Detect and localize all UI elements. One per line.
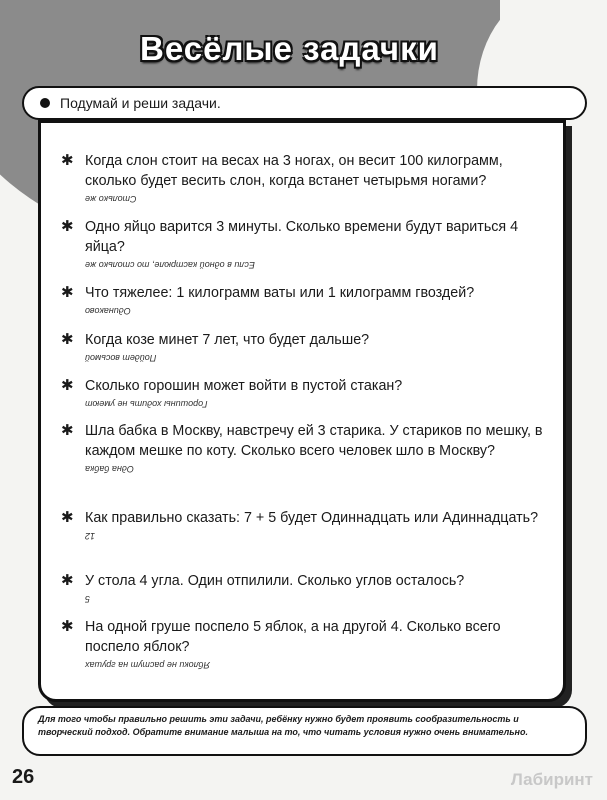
instruction-banner [22,86,587,120]
riddle-answer: Одна бабка [85,464,134,474]
riddle-item [61,421,551,475]
riddle-question: На одной груше поспело 5 яблок, а на другой 4. Сколько всего поспело яблок? [85,619,501,655]
riddle-item [61,571,551,605]
riddle-answer: Пойдет восьмой [85,353,157,363]
riddle-item [61,217,551,271]
parent-note: Для того чтобы правильно решить эти задачи, ребёнку нужно будет проявить сообразительность и творческий подход. Обратите внимание малыша на то, что читать условия нужно очень внимательно. [22,706,587,756]
riddle-question: Что тяжелее: 1 килограмм ваты или 1 килограмм гвоздей? [85,285,475,301]
star-bullet-icon: ✱ [61,152,74,169]
star-bullet-icon: ✱ [61,377,74,394]
riddle-item [61,376,551,410]
riddle-question: Когда козе минет 7 лет, что будет дальше? [85,332,370,348]
star-bullet-icon: ✱ [61,218,74,235]
bullet-dot-icon [40,98,50,108]
star-bullet-icon: ✱ [61,422,74,439]
watermark-logo: Лабиринт [510,770,593,789]
riddle-answer: Если в одной кастрюле, то столько же [85,260,255,270]
riddle-item [61,283,551,317]
riddle-answer: 5 [85,594,91,604]
riddles-panel [38,120,566,702]
page-number: 26 [12,766,35,788]
star-bullet-icon: ✱ [61,572,74,589]
riddle-question: У стола 4 угла. Один отпилили. Сколько углов осталось? [85,573,465,589]
riddle-item [61,508,551,542]
star-bullet-icon: ✱ [61,618,74,635]
riddle-item [61,330,551,364]
star-bullet-icon: ✱ [61,284,74,301]
instruction-text: Подумай и реши задачи. [60,95,221,111]
riddle-question: Как правильно сказать: 7 + 5 будет Одиннадцать или Адиннадцать? [85,510,539,526]
star-bullet-icon: ✱ [61,509,74,526]
riddle-question: Шла бабка в Москву, навстречу ей 3 старика. У стариков по мешку, в каждом мешке по коту. Сколько всего человек шло в Москву? [85,423,543,459]
riddle-item [61,151,551,205]
riddle-question: Когда слон стоит на весах на 3 ногах, он весит 100 килограмм, сколько будет весить слон, когда встанет четырьмя ногами? [85,153,503,189]
page-title: Весёлые задачки [140,30,439,67]
riddle-answer: Яблоки не растут на грушах [85,660,210,670]
riddle-answer: Столько же [85,194,137,204]
riddle-answer: Одинаково [85,306,131,316]
star-bullet-icon: ✱ [61,331,74,348]
riddle-answer: 12 [85,531,96,541]
riddle-question: Одно яйцо варится 3 минуты. Сколько времени будут вариться 4 яйца? [85,219,519,255]
riddle-answer: Горошины ходить не умеют [85,399,208,409]
riddle-question: Сколько горошин может войти в пустой стакан? [85,378,403,394]
riddle-item [61,617,551,671]
